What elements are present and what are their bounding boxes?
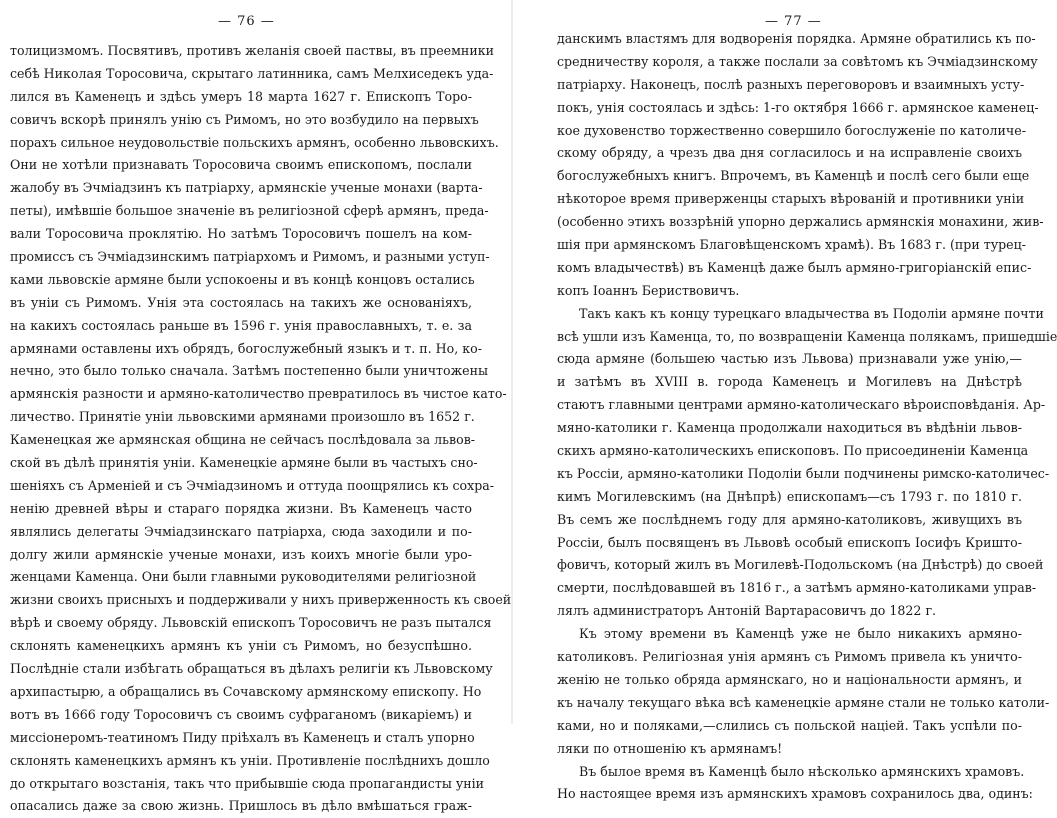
text-line: (особенно этихъ воззрѣній упорно держались армянскія монахини, жив- xyxy=(557,214,1044,230)
text-line: кое духовенство торжественно совершило богослуженіе по католиче- xyxy=(557,122,1026,138)
text-line: копъ Іоаннъ Бериствовичъ. xyxy=(557,282,740,298)
text-line: нечно, это было только сначала. Затѣмъ постепенно были уничтожены xyxy=(10,363,489,379)
text-line: на какихъ состоялась раньше въ 1596 г. унія православныхъ, т. е. за xyxy=(10,317,472,333)
text-line: Въ былое время въ Каменцѣ было нѣсколько армянскихъ храмовъ. xyxy=(579,763,1025,779)
paragraph xyxy=(557,303,1057,623)
text-line: вотъ въ 1666 году Торосовичъ съ своимъ суфраганомъ (викаріемъ) и xyxy=(10,706,472,722)
text-line: средничеству короля, а также послали за совѣтомъ къ Эчміадзинскому xyxy=(557,53,1038,69)
text-line: являлись делегаты Эчміадзинскаго патріарха, сюда заходили и по- xyxy=(10,523,472,539)
text-line: склонять каменецкихъ армянъ къ уніи съ Римомъ, но безуспѣшно. xyxy=(10,638,472,654)
text-line: католиковъ. Религіозная унія армянъ съ Римомъ привела къ уничто- xyxy=(557,649,1022,665)
page-number: — 76 — xyxy=(218,14,275,29)
text-line: лился въ Каменецъ и здѣсь умеръ 18 марта 1627 г. Епископъ Торо- xyxy=(10,88,472,104)
text-line: къ началу текущаго вѣка всѣ каменецкіе армяне стали не только католи- xyxy=(557,694,1050,710)
text-line: ненію древней вѣры и стараго порядка жизни. Въ Каменецъ часто xyxy=(10,500,472,516)
text-line: Но настоящее время изъ армянскихъ храмовъ сохранилось два, одинъ: xyxy=(557,786,1033,802)
paragraph xyxy=(557,623,1050,760)
text-line: Каменецкая же армянская община не сейчасъ послѣдовала за львов- xyxy=(10,432,476,448)
text-line: миссіонеромъ-театиномъ Пиду пріѣхалъ въ Каменецъ и сталъ упорно xyxy=(10,729,475,745)
text-line: ками львовскіе армяне были успокоены и въ концѣ концовъ остались xyxy=(10,271,475,287)
text-line: скихъ армяно-католическихъ епископовъ. По присоединеніи Каменца xyxy=(557,443,1029,459)
paragraph xyxy=(557,761,1033,807)
text-line: комъ владычествѣ) въ Каменцѣ даже былъ армяно-григоріанскій епис- xyxy=(557,259,1032,275)
text-line: жизни своихъ присныхъ и поддерживали у нихъ приверженность къ своей xyxy=(10,592,512,608)
text-line: себѣ Николая Торосовича, скрытаго латинника, самъ Мелхиседекъ уда- xyxy=(10,65,494,81)
text-line: склонять каменецкихъ армянъ къ уніи. Противленіе послѣднихъ дошло xyxy=(10,752,490,768)
text-line: нѣкоторое время приверженцы старыхъ вѣрованій и противники уніи xyxy=(557,191,1025,207)
text-line: шеніяхъ съ Арменіей и съ Эчміадзиномъ и оттуда поощрялись къ сохра- xyxy=(10,477,495,493)
text-line: вѣрѣ и своему обряду. Львовскій епископъ Торосовичъ не разъ пытался xyxy=(10,615,492,631)
text-line: всѣ ушли изъ Каменца, то, по возвращеніи Каменца полякамъ, пришедшіе xyxy=(557,328,1057,344)
text-line: Послѣдніе стали избѣгать обращаться въ дѣлахъ религіи къ Львовскому xyxy=(10,661,493,677)
text-line: фовичъ, который жилъ въ Могилевѣ-Подольскомъ (на Днѣстрѣ) до своей xyxy=(557,557,1044,573)
text-line: архипастырю, а обращались въ Сочавскому армянскому епископу. Но xyxy=(10,683,482,699)
text-line: покъ, унія состоялась и здѣсь: 1-го октября 1666 г. армянское каменец- xyxy=(557,99,1039,115)
text-line: совичъ вскорѣ принялъ унію съ Римомъ, но это возбудило на первыхъ xyxy=(10,111,479,127)
text-line: толицизмомъ. Посвятивъ, противъ желанія своей паствы, въ преемники xyxy=(10,43,494,58)
page-text xyxy=(557,28,1057,806)
right-page xyxy=(512,0,1057,802)
paragraph xyxy=(557,28,1044,303)
text-line: Къ этому времени въ Каменцѣ уже не было никакихъ армяно- xyxy=(579,626,1022,642)
text-line: жалобу въ Эчміадзинъ къ патріарху, армянскіе ученые монахи (варта- xyxy=(10,180,483,196)
text-line: Они не хотѣли признавать Торосовича своимъ епископомъ, послали xyxy=(10,157,472,173)
text-line: Россіи, былъ посвященъ въ Львовѣ особый епископъ Іосифъ Кришто- xyxy=(557,534,1022,550)
text-line: скому обряду, а чрезъ два дня согласилось и на исправленіе своихъ xyxy=(557,145,1022,161)
page-text xyxy=(10,40,512,818)
text-line: опасались даже за свою жизнь. Пришлось въ дѣло вмѣшаться граж- xyxy=(10,798,472,814)
text-line: женію не только обряда армянскаго, но и національности армянъ, и xyxy=(557,671,1022,687)
text-line: вали Торосовича проклятію. Но затѣмъ Торосовичъ пошелъ на ком- xyxy=(10,226,472,242)
text-line: сюда армяне (большею частью изъ Львова) признавали уже унію,— xyxy=(557,351,1022,367)
text-line: ской въ дѣлѣ принятія уніи. Каменецкіе армяне были въ частыхъ сно- xyxy=(10,455,478,471)
text-line: мяно-католики г. Каменца продолжали находиться въ вѣдѣніи львов- xyxy=(557,420,1022,436)
text-line: армянскія разности и армяно-католичество превратилось въ чистое като- xyxy=(10,386,507,402)
text-line: женцами Каменца. Они были главными руководителями религіозной xyxy=(10,569,477,585)
text-line: къ Россіи, армяно-католики Подоліи были подчинены римско-католичес- xyxy=(557,465,1050,481)
text-line: Въ семъ же послѣднемъ году для армяно-католиковъ, живущихъ въ xyxy=(557,511,1022,527)
text-line: патріарху. Наконецъ, послѣ разныхъ переговоровъ и взаимныхъ усту- xyxy=(557,76,1025,92)
left-page xyxy=(0,0,512,814)
text-line: шія при армянскомъ Благовѣщенскомъ храмѣ). Въ 1683 г. (при турец- xyxy=(557,237,1026,253)
text-line: петы), имѣвшіе большое значеніе въ религіозной сферѣ армянъ, преда- xyxy=(10,203,489,219)
text-line: личество. Принятіе уніи львовскими армянами произошло въ 1652 г. xyxy=(10,409,475,425)
text-line: въ уніи съ Римомъ. Унія эта состоялась на такихъ же основаніяхъ, xyxy=(10,294,472,310)
text-line: ляки по отношенію къ армянамъ! xyxy=(557,740,783,756)
text-line: долгу жили армянскіе ученые монахи, изъ коихъ многіе были уро- xyxy=(10,546,472,562)
text-line: промиссъ съ Эчміадзинскимъ патріархомъ и Римомъ, и разными уступ- xyxy=(10,249,490,265)
text-line: Такъ какъ къ концу турецкаго владычества въ Подоліи армяне почти xyxy=(579,305,1044,321)
text-line: ками, но и поляками,—слились съ польской націей. Такъ успѣли по- xyxy=(557,717,1022,733)
text-line: армянами оставлены ихъ обрядъ, богослужебный языкъ и т. п. Но, ко- xyxy=(10,340,482,356)
text-line: порахъ сильное неудовольствіе польскихъ армянъ, особенно львовскихъ. xyxy=(10,134,499,150)
page-number: — 77 — xyxy=(765,14,822,29)
text-line: смерти, послѣдовавшей въ 1816 г., а затѣмъ армяно-католиками управ- xyxy=(557,580,1037,596)
text-line: данскимъ властямъ для водворенія порядка. Армяне обратились къ по- xyxy=(557,31,1036,46)
text-line: богослужебныхъ книгъ. Впрочемъ, въ Каменцѣ и послѣ сего были еще xyxy=(557,168,1030,184)
text-line: и затѣмъ въ XVIII в. города Каменецъ и Могилевъ на Днѣстрѣ xyxy=(557,374,1022,390)
text-line: лялъ администраторъ Антоній Вартарасовичъ до 1822 г. xyxy=(557,603,937,619)
text-line: кимъ Могилевскимъ (на Днѣпрѣ) епископамъ—съ 1793 г. по 1810 г. xyxy=(557,488,1022,504)
text-line: до открытаго возстанія, такъ что прибывшіе сюда пропагандисты уніи xyxy=(10,775,485,791)
text-line: стаютъ главными центрами армяно-католическаго вѣроисповѣданія. Ар- xyxy=(557,397,1046,413)
